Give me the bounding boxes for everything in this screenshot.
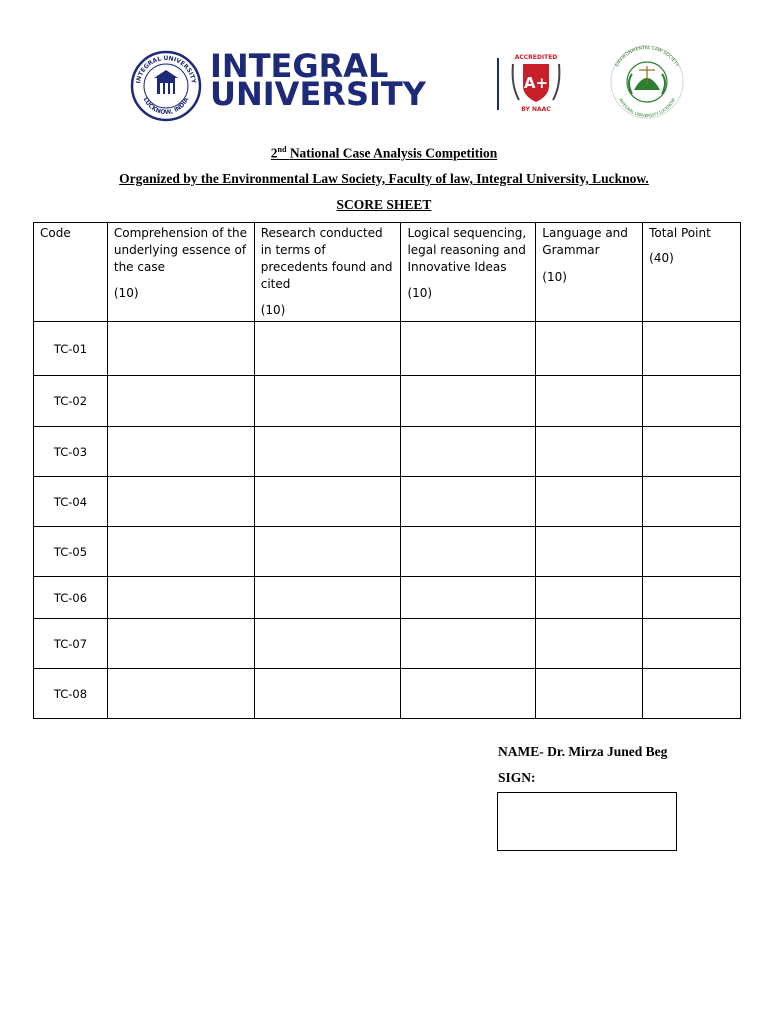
header-language-grammar xyxy=(536,223,643,322)
header-label: Research conducted in terms of precedents found and cited xyxy=(260,226,393,291)
score-cell-research[interactable] xyxy=(254,477,401,527)
score-cell-comprehension[interactable] xyxy=(107,427,254,477)
ordinal-suffix: nd xyxy=(277,145,287,154)
row-code: TC-05 xyxy=(34,527,108,577)
row-code: TC-06 xyxy=(34,577,108,619)
header-label: Total Point xyxy=(649,226,711,240)
score-cell-comprehension[interactable] xyxy=(107,376,254,427)
naac-top-text: ACCREDITED xyxy=(514,54,558,61)
score-cell-total[interactable] xyxy=(643,619,741,669)
row-code: TC-03 xyxy=(34,427,108,477)
competition-title xyxy=(0,145,768,162)
score-cell-language[interactable] xyxy=(536,477,643,527)
header-label: Comprehension of the underlying essence of the case xyxy=(113,226,247,274)
table-row xyxy=(34,477,741,527)
header-label: Logical sequencing, legal reasoning and Innovative Ideas xyxy=(407,226,527,274)
sign-label: SIGN: xyxy=(498,770,536,785)
row-code: TC-04 xyxy=(34,477,108,527)
score-cell-logical[interactable] xyxy=(401,376,536,427)
table-row xyxy=(34,427,741,477)
score-cell-total[interactable] xyxy=(643,427,741,477)
table-row xyxy=(34,322,741,376)
score-cell-comprehension[interactable] xyxy=(107,669,254,719)
seal-text-bottom: LUCKNOW, INDIA xyxy=(141,96,191,117)
row-code: TC-07 xyxy=(34,619,108,669)
environmental-law-society-logo xyxy=(606,44,688,120)
els-text-bottom: INTEGRAL UNIVERSITY LUCKNOW xyxy=(618,97,676,119)
score-cell-logical[interactable] xyxy=(401,322,536,376)
score-cell-research[interactable] xyxy=(254,669,401,719)
row-code: TC-01 xyxy=(34,322,108,376)
score-cell-logical[interactable] xyxy=(401,619,536,669)
score-cell-total[interactable] xyxy=(643,577,741,619)
row-code: TC-02 xyxy=(34,376,108,427)
header-max-score: (10) xyxy=(260,303,286,317)
header-max-score: (10) xyxy=(113,286,139,300)
logo-divider xyxy=(497,58,499,110)
university-seal-logo xyxy=(130,50,202,122)
score-cell-language[interactable] xyxy=(536,619,643,669)
row-code: TC-08 xyxy=(34,669,108,719)
score-table-header-row xyxy=(34,223,741,322)
header-research xyxy=(254,223,401,322)
wordmark-line-2: UNIVERSITY xyxy=(210,75,426,113)
table-row xyxy=(34,619,741,669)
table-row xyxy=(34,527,741,577)
score-cell-comprehension[interactable] xyxy=(107,527,254,577)
score-cell-research[interactable] xyxy=(254,322,401,376)
header-max-score: (10) xyxy=(407,286,433,300)
seal-text-top: INTEGRAL UNIVERSITY xyxy=(135,54,197,84)
competition-name: National Case Analysis Competition xyxy=(289,145,498,161)
score-cell-total[interactable] xyxy=(643,376,741,427)
score-cell-research[interactable] xyxy=(254,376,401,427)
score-cell-language[interactable] xyxy=(536,669,643,719)
table-row xyxy=(34,669,741,719)
score-cell-logical[interactable] xyxy=(401,427,536,477)
header-max-score: (40) xyxy=(649,251,674,265)
score-cell-comprehension[interactable] xyxy=(107,577,254,619)
els-text-top: ENVIRONMENTAL LAW SOCIETY xyxy=(614,45,680,68)
score-cell-logical[interactable] xyxy=(401,577,536,619)
score-cell-research[interactable] xyxy=(254,577,401,619)
score-cell-comprehension[interactable] xyxy=(107,322,254,376)
naac-grade: A+ xyxy=(523,74,549,92)
university-wordmark xyxy=(210,47,492,113)
score-cell-language[interactable] xyxy=(536,427,643,477)
score-table xyxy=(33,222,741,719)
score-cell-comprehension[interactable] xyxy=(107,619,254,669)
score-cell-total[interactable] xyxy=(643,477,741,527)
score-cell-logical[interactable] xyxy=(401,669,536,719)
header-logical-sequencing xyxy=(401,223,536,322)
organizer-line: Organized by the Environmental Law Society, Faculty of law, Integral University, Lucknow. xyxy=(119,171,649,186)
score-cell-total[interactable] xyxy=(643,322,741,376)
letterhead xyxy=(0,0,768,130)
header-label: Language and Grammar xyxy=(542,226,628,257)
table-row xyxy=(34,577,741,619)
score-cell-logical[interactable] xyxy=(401,477,536,527)
wordmark-line-1: INTEGRAL xyxy=(210,47,389,85)
score-cell-language[interactable] xyxy=(536,527,643,577)
score-cell-language[interactable] xyxy=(536,577,643,619)
score-cell-total[interactable] xyxy=(643,669,741,719)
header-comprehension xyxy=(107,223,254,322)
header-code xyxy=(34,223,108,322)
score-cell-language[interactable] xyxy=(536,322,643,376)
score-cell-research[interactable] xyxy=(254,619,401,669)
score-sheet-heading: SCORE SHEET xyxy=(336,197,432,212)
score-cell-total[interactable] xyxy=(643,527,741,577)
ordinal-number: 2 xyxy=(270,145,278,161)
signature-box[interactable] xyxy=(497,792,677,851)
header-label: Code xyxy=(40,226,71,240)
header-max-score: (10) xyxy=(542,270,567,284)
judge-name: NAME- Dr. Mirza Juned Beg xyxy=(498,744,668,759)
naac-accreditation-badge xyxy=(505,50,567,114)
score-cell-research[interactable] xyxy=(254,427,401,477)
score-cell-logical[interactable] xyxy=(401,527,536,577)
score-cell-research[interactable] xyxy=(254,527,401,577)
naac-bottom-text: BY NAAC xyxy=(521,106,551,113)
table-row xyxy=(34,376,741,427)
score-cell-comprehension[interactable] xyxy=(107,477,254,527)
score-cell-language[interactable] xyxy=(536,376,643,427)
header-total-point xyxy=(643,223,741,322)
